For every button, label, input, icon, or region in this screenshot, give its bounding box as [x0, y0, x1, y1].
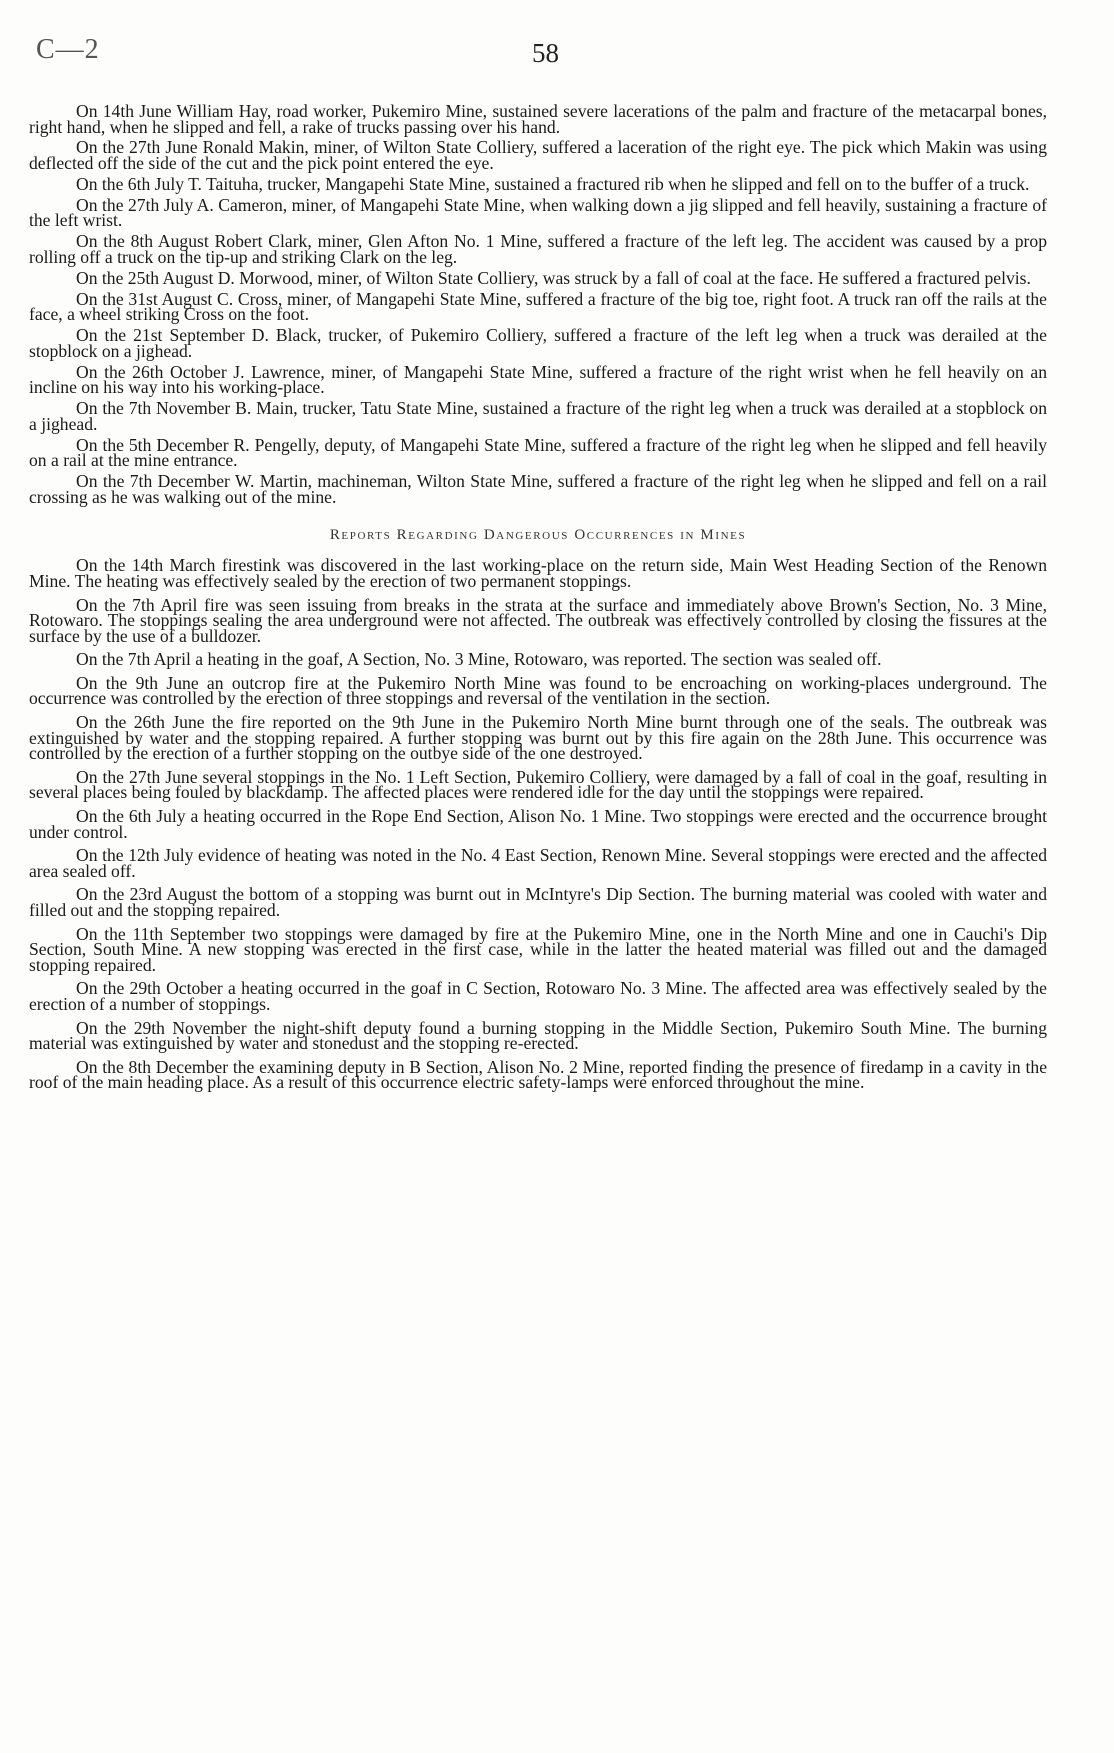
- occurrence-paragraph: On the 9th June an outcrop fire at the Pukemiro North Mine was found to be encroaching on working-places underground. The occurrence was controlled by the erection of three stoppings and reversal of the ventilation in the section.: [29, 672, 1047, 709]
- accident-paragraph: On the 7th December W. Martin, machineman, Wilton State Mine, suffered a fracture of the right leg when he slipped and fell on a rail crossing as he was walking out of the mine.: [29, 471, 1047, 507]
- accident-paragraph: On the 27th June Ronald Makin, miner, of Wilton State Colliery, suffered a laceration of the right eye. The pick which Makin was using deflected off the side of the cut and the pick point entered the eye.: [29, 137, 1047, 174]
- accident-paragraph: On the 21st September D. Black, trucker, of Pukemiro Colliery, suffered a fracture of the left leg when a truck was derailed at the stopblock on a jighead.: [29, 325, 1047, 361]
- occurrence-paragraph: On the 6th July a heating occurred in the Rope End Section, Alison No. 1 Mine. Two stoppings were erected and the occurrence brought under control.: [29, 806, 1047, 842]
- section-heading: Reports Regarding Dangerous Occurrences in Mines: [329, 527, 747, 544]
- accident-paragraph: On the 26th October J. Lawrence, miner, of Mangapehi State Mine, suffered a fracture of the right wrist when he fell heavily on an incline on his way into his working-place.: [29, 361, 1047, 398]
- accident-reports: [29, 101, 1047, 507]
- occurrence-paragraph: On the 7th April a heating in the goaf, A Section, No. 3 Mine, Rotowaro, was reported. The section was sealed off.: [76, 649, 882, 670]
- occurrence-paragraph: On the 8th December the examining deputy in B Section, Alison No. 2 Mine, reported finding the presence of firedamp in a cavity in the roof of the main heading place. As a result of this occurrence electric safety-lamps were enforced throughout the mine.: [29, 1056, 1047, 1093]
- accident-paragraph: On the 25th August D. Morwood, miner, of Wilton State Colliery, was struck by a fall of coal at the face. He suffered a fractured pelvis.: [76, 267, 1031, 288]
- dangerous-occurrence-reports: [29, 555, 1047, 1093]
- occurrence-paragraph: On the 29th November the night-shift deputy found a burning stopping in the Middle Section, Pukemiro South Mine. The burning material was extinguished by water and stonedust and the stopping re-erected.: [29, 1017, 1047, 1054]
- accident-paragraph: On the 27th July A. Cameron, miner, of Mangapehi State Mine, when walking down a jig slipped and fell heavily, sustaining a fracture of the left wrist.: [29, 194, 1047, 231]
- occurrence-paragraph: On the 12th July evidence of heating was noted in the No. 4 East Section, Renown Mine. Several stoppings were erected and the affected area sealed off.: [29, 845, 1047, 881]
- occurrence-paragraph: On the 11th September two stoppings were damaged by fire at the Pukemiro Mine, one in the North Mine and one in Cauchi's Dip Section, South Mine. A new stopping was erected in the first case, while in the latter the heated material was filled out and the damaged stopping repaired.: [29, 923, 1047, 975]
- occurrence-paragraph: On the 7th April fire was seen issuing from breaks in the strata at the surface and immediately above Brown's Section, No. 3 Mine, Rotowaro. The stoppings sealing the area underground were not affected. The outbreak was effectively controlled by closing the fissures at the surface by the use of a bulldozer.: [29, 594, 1047, 646]
- accident-paragraph: On the 31st August C. Cross, miner, of Mangapehi State Mine, suffered a fracture of the big toe, right foot. A truck ran off the rails at the face, a wheel striking Cross on the foot.: [29, 288, 1047, 325]
- occurrence-paragraph: On the 23rd August the bottom of a stopping was burnt out in McIntyre's Dip Section. The burning material was cooled with water and filled out and the stopping repaired.: [29, 884, 1047, 921]
- page-reference: C—2: [36, 34, 100, 65]
- occurrence-paragraph: On the 29th October a heating occurred in the goaf in C Section, Rotowaro No. 3 Mine. The affected area was effectively sealed by the erection of a number of stoppings.: [29, 978, 1047, 1014]
- accident-paragraph: On 14th June William Hay, road worker, Pukemiro Mine, sustained severe lacerations of the palm and fracture of the metacarpal bones, right hand, when he slipped and fell, a rake of trucks passing over his hand.: [29, 101, 1047, 137]
- page-number: 58: [532, 38, 559, 68]
- accident-paragraph: On the 5th December R. Pengelly, deputy, of Mangapehi State Mine, suffered a fracture of the right leg when he slipped and fell heavily on a rail at the mine entrance.: [29, 434, 1047, 471]
- occurrence-paragraph: On the 26th June the fire reported on the 9th June in the Pukemiro North Mine burnt through one of the seals. The outbreak was extinguished by water and the stopping repaired. A further stopping was burnt out by this fire again on the 28th June. This occurrence was controlled by the erection of a further stopping on the outbye side of the one destroyed.: [29, 712, 1047, 764]
- accident-paragraph: On the 8th August Robert Clark, miner, Glen Afton No. 1 Mine, suffered a fracture of the left leg. The accident was caused by a prop rolling off a truck on the tip-up and striking Clark on the leg.: [29, 231, 1047, 267]
- occurrence-paragraph: On the 14th March firestink was discovered in the last working-place on the return side, Main West Heading Section of the Renown Mine. The heating was effectively sealed by the erection of two permanent stoppings.: [29, 555, 1047, 591]
- occurrence-paragraph: On the 27th June several stoppings in the No. 1 Left Section, Pukemiro Colliery, were damaged by a fall of coal in the goaf, resulting in several places being fouled by blackdamp. The affected places were rendered idle for the day until the stoppings were repaired.: [29, 766, 1047, 803]
- accident-paragraph: On the 6th July T. Taituha, trucker, Mangapehi State Mine, sustained a fractured rib when he slipped and fell on to the buffer of a truck.: [76, 173, 1030, 194]
- page-body: [29, 101, 1047, 1099]
- accident-paragraph: On the 7th November B. Main, trucker, Tatu State Mine, sustained a fracture of the right leg when a truck was derailed at a stopblock on a jighead.: [29, 398, 1047, 434]
